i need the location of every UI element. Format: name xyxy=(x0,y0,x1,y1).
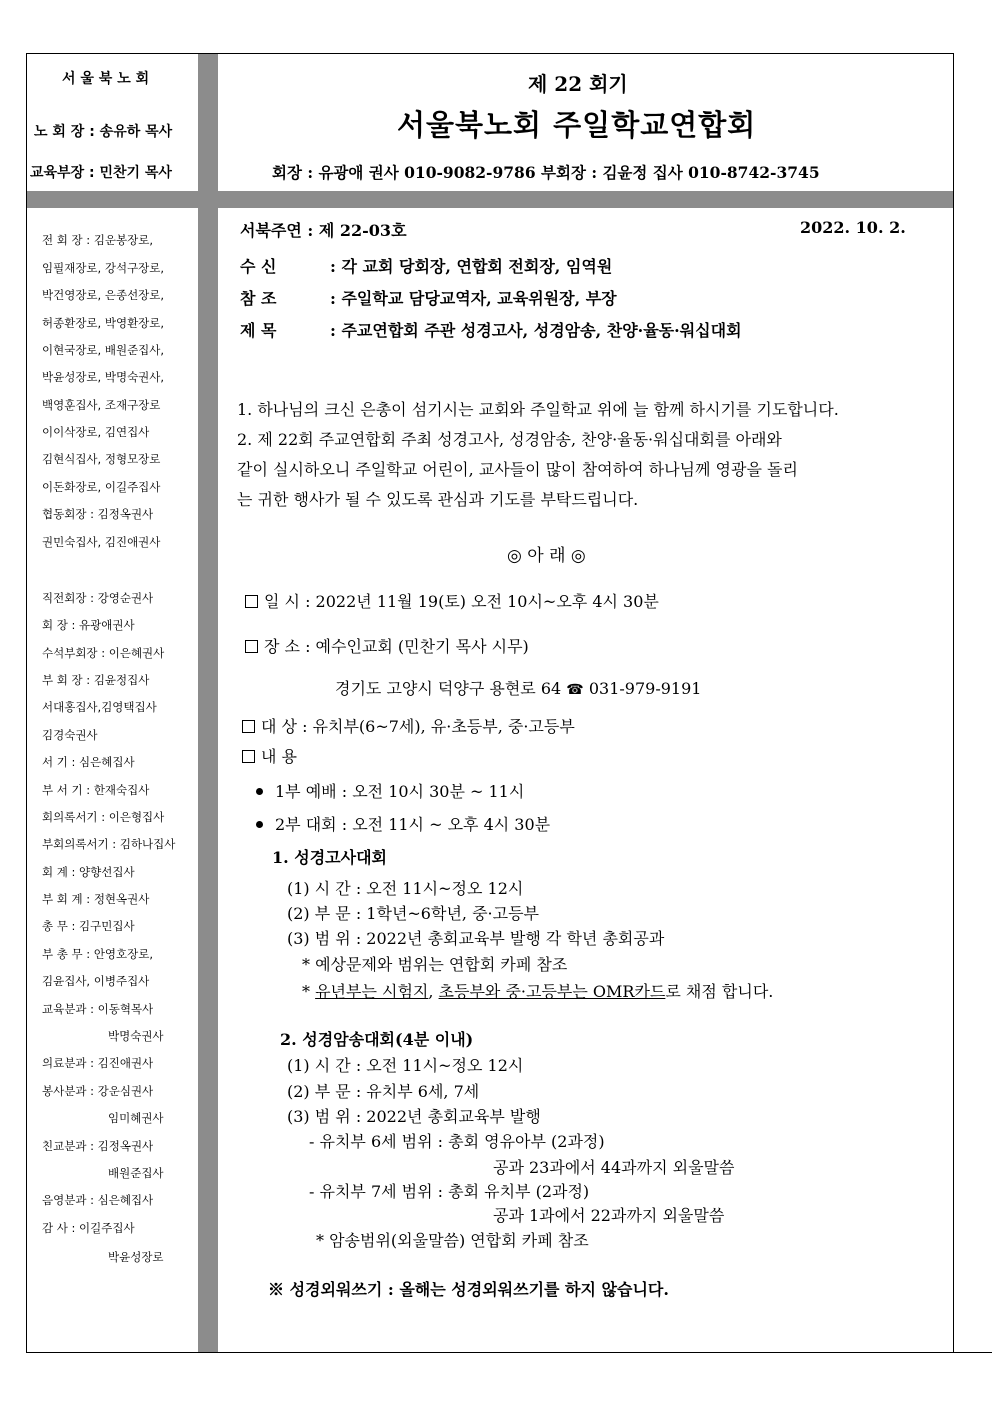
to-label: 수 신 xyxy=(240,257,277,276)
contest2-title: 2. 성경암송대회(4분 이내) xyxy=(280,1030,474,1049)
officer-line: 서 기 : 심은혜집사 xyxy=(42,755,135,769)
note2-prefix: * xyxy=(302,982,316,1001)
subject-label: 제 목 xyxy=(240,321,277,340)
officer-line: 임미혜권사 xyxy=(108,1111,164,1125)
officer-line: 임필재장로, 강석구장로, xyxy=(42,261,165,275)
when-text: 일 시 : 2022년 11월 19(토) 오전 10시~오후 4시 30분 xyxy=(264,592,659,611)
doc-number: 서북주연 : 제 22-03호 xyxy=(240,221,407,240)
bullet-icon xyxy=(256,821,263,828)
moderator: 노 회 장 : 송유하 목사 xyxy=(34,124,173,140)
target-line xyxy=(242,714,575,737)
when-line xyxy=(245,589,659,612)
phone-text: 031-979-9191 xyxy=(588,679,702,698)
where-line xyxy=(245,634,529,657)
details-heading: ◎ 아 래 ◎ xyxy=(507,546,586,566)
content-text: 내 용 xyxy=(261,747,297,766)
session-label: 제 22 회기 xyxy=(528,72,628,96)
contest1-note2 xyxy=(302,979,773,1002)
to-value: : 각 교회 당회장, 연합회 전회장, 임역원 xyxy=(330,257,613,276)
officer-line: 전 회 장 : 김운봉장로, xyxy=(42,233,154,247)
contest2-scope: (3) 범 위 : 2022년 총회교육부 발행 xyxy=(287,1107,541,1126)
part1-text: 1부 예배 : 오전 10시 30분 ~ 11시 xyxy=(275,782,525,801)
officer-line: 수석부회장 : 이은혜권사 xyxy=(42,646,165,660)
officer-line: 부 회 장 : 김윤정집사 xyxy=(42,673,150,687)
officer-line: 권민숙집사, 김진애권사 xyxy=(42,535,161,549)
doc-date: 2022. 10. 2. xyxy=(800,218,906,237)
cc-label: 참 조 xyxy=(240,289,277,308)
body-paragraph-2-line-3: 는 귀한 행사가 될 수 있도록 관심과 기도를 부탁드립니다. xyxy=(237,490,639,509)
officer-line: 이이삭장로, 김연집사 xyxy=(42,425,150,439)
subject-value: : 주교연합회 주관 성경고사, 성경암송, 찬양·율동·워십대회 xyxy=(330,321,742,340)
part2-line xyxy=(256,812,550,835)
officer-line: 서대홍집사,김영택집사 xyxy=(42,700,157,714)
note2-sep: , xyxy=(428,982,439,1001)
note2-suffix: 로 채점 합니다. xyxy=(665,982,774,1001)
target-text: 대 상 : 유치부(6~7세), 유·초등부, 중·고등부 xyxy=(261,717,575,736)
education-head: 교육부장 : 민찬기 목사 xyxy=(30,165,172,181)
contest2-age6: - 유치부 6세 범위 : 총회 영유아부 (2과정) xyxy=(309,1132,605,1151)
divider-row xyxy=(27,191,953,208)
note2-underline-2: 초등부와 중·고등부는 OMR카드 xyxy=(438,982,666,1001)
address-text: 경기도 고양시 덕양구 용현로 64 xyxy=(335,679,562,698)
body-paragraph-2-line-2: 같이 실시하오니 주일학교 어린이, 교사들이 많이 참여하여 하나님께 영광을 돌리 xyxy=(237,460,798,479)
body-paragraph-2-line-1: 2. 제 22회 주교연합회 주최 성경고사, 성경암송, 찬양·율동·워십대회를 아래와 xyxy=(237,430,782,449)
officer-line: 박윤성장로 xyxy=(108,1250,164,1264)
part2-text: 2부 대회 : 오전 11시 ~ 오후 4시 30분 xyxy=(275,815,551,834)
where-text: 장 소 : 예수인교회 (민찬기 목사 시무) xyxy=(264,637,529,656)
contest1-time: (1) 시 간 : 오전 11시~정오 12시 xyxy=(287,879,524,898)
officer-line: 부 총 무 : 안영호장로, xyxy=(42,947,154,961)
bullet-icon xyxy=(256,788,263,795)
page-title: 서울북노회 주일학교연합회 xyxy=(397,108,757,142)
contest1-note1: * 예상문제와 범위는 연합회 카페 참조 xyxy=(302,955,568,974)
contest2-age6-detail: 공과 23과에서 44과까지 외울말씀 xyxy=(493,1158,735,1177)
checkbox-square-icon xyxy=(245,640,258,653)
officer-line: 감 사 : 이길주집사 xyxy=(42,1221,135,1235)
frame-edge-line xyxy=(953,1352,992,1353)
officer-line: 박건영장로, 은종선장로, xyxy=(42,288,165,302)
contest1-division: (2) 부 문 : 1학년~6학년, 중·고등부 xyxy=(287,904,539,923)
contest1-title: 1. 성경고사대회 xyxy=(272,848,388,867)
content-line xyxy=(242,744,297,767)
officer-line: 이현국장로, 배원준집사, xyxy=(42,343,165,357)
officer-line: 회의록서기 : 이은형집사 xyxy=(42,810,165,824)
checkbox-square-icon xyxy=(245,595,258,608)
divider-column xyxy=(198,54,218,1352)
officer-line: 회 장 : 유광애권사 xyxy=(42,618,135,632)
checkbox-square-icon xyxy=(242,750,255,763)
officer-line: 김경숙권사 xyxy=(42,728,98,742)
officer-line: 배원준집사 xyxy=(108,1166,164,1180)
officer-line: 김윤집사, 이병주집사 xyxy=(42,974,150,988)
officer-line: 부회의록서기 : 김하나집사 xyxy=(42,837,176,851)
officer-line: 박윤성장로, 박명숙권사, xyxy=(42,370,165,384)
officer-line: 박명숙권사 xyxy=(108,1029,164,1043)
contest2-age7-detail: 공과 1과에서 22과까지 외울말씀 xyxy=(493,1206,725,1225)
body-paragraph-1: 1. 하나님의 크신 은총이 섬기시는 교회와 주일학교 위에 늘 함께 하시기를 기도합니다. xyxy=(237,400,839,419)
officer-line: 이돈화장로, 이길주집사 xyxy=(42,480,161,494)
contest2-note: * 암송범위(외울말씀) 연합회 카페 참조 xyxy=(316,1231,589,1250)
officer-line: 음영분과 : 심은혜집사 xyxy=(42,1193,154,1207)
officer-line: 부 회 계 : 정현옥권사 xyxy=(42,892,150,906)
contest2-time: (1) 시 간 : 오전 11시~정오 12시 xyxy=(287,1056,524,1075)
officer-line: 봉사분과 : 강운심권사 xyxy=(42,1084,154,1098)
footer-note: ※ 성경외워쓰기 : 올해는 성경외워쓰기를 하지 않습니다. xyxy=(268,1280,669,1299)
officer-line: 허종환장로, 박영환장로, xyxy=(42,316,165,330)
note2-underline-1: 유년부는 시험지 xyxy=(315,982,429,1001)
officer-line: 총 무 : 김구민집사 xyxy=(42,919,135,933)
officer-line: 친교분과 : 김정옥권사 xyxy=(42,1139,154,1153)
officer-line: 협동회장 : 김정옥권사 xyxy=(42,507,154,521)
checkbox-square-icon xyxy=(242,720,255,733)
officer-line: 의료분과 : 김진애권사 xyxy=(42,1056,154,1070)
address-line xyxy=(335,676,701,699)
officer-line: 김현식집사, 정형모장로 xyxy=(42,452,161,466)
contest2-division: (2) 부 문 : 유치부 6세, 7세 xyxy=(287,1082,480,1101)
document-frame xyxy=(26,53,954,1353)
officer-line: 백영훈집사, 조재구장로 xyxy=(42,398,161,412)
officer-line: 부 서 기 : 한재숙집사 xyxy=(42,783,150,797)
part1-line xyxy=(256,779,524,802)
officer-line: 직전회장 : 강영순권사 xyxy=(42,591,154,605)
org-name: 서 울 북 노 회 xyxy=(62,71,150,87)
phone-icon: ☎ xyxy=(566,682,584,698)
officer-line: 회 계 : 양향선집사 xyxy=(42,865,135,879)
contest2-age7: - 유치부 7세 범위 : 총회 유치부 (2과정) xyxy=(309,1182,590,1201)
cc-value: : 주일학교 담당교역자, 교육위원장, 부장 xyxy=(330,289,617,308)
officer-line: 교육분과 : 이동혁목사 xyxy=(42,1002,154,1016)
contacts: 회장 : 유광애 권사 010-9082-9786 부회장 : 김윤정 집사 010-8742-3745 xyxy=(272,163,820,182)
contest1-scope: (3) 범 위 : 2022년 총회교육부 발행 각 학년 총회공과 xyxy=(287,929,665,948)
